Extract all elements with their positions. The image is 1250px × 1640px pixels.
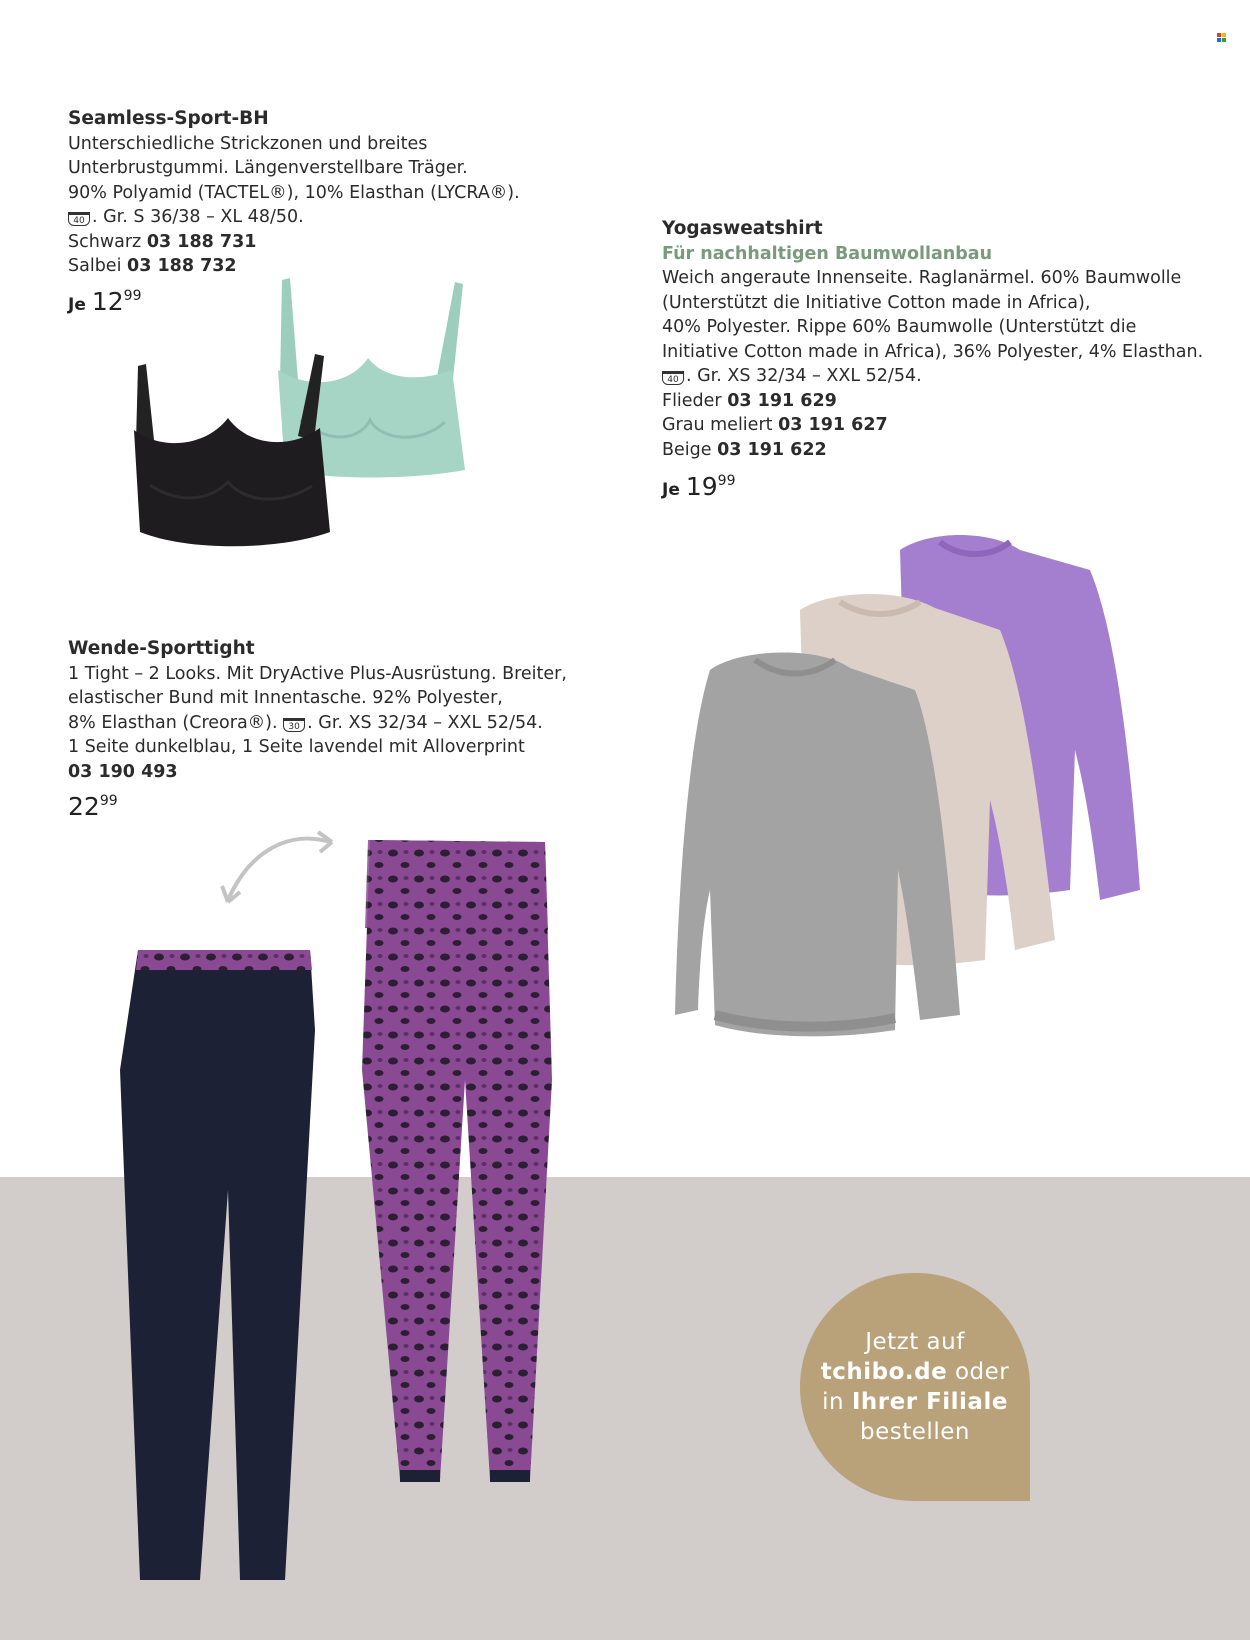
bra-desc-line: 90% Polyamid (TACTEL®), 10% Elasthan (LYCRA®).	[68, 182, 520, 203]
variant-code: 03 190 493	[68, 761, 178, 782]
badge-store: Ihrer Filiale	[851, 1389, 1008, 1415]
variant-code: 03 191 627	[778, 415, 888, 435]
bra-description	[68, 107, 520, 279]
washing-tub-icon: 30	[283, 718, 305, 732]
badge-line	[800, 1357, 1030, 1387]
variant-code: 03 191 622	[717, 439, 827, 460]
variant-color: Schwarz	[68, 231, 142, 252]
price-cents: 99	[99, 793, 118, 809]
sweatshirt-variant	[662, 413, 1203, 438]
bra-sizes	[68, 205, 520, 230]
variant-code: 03 188 731	[146, 231, 257, 252]
sweatshirt-subtitle: Für nachhaltigen Baumwollanbau	[662, 243, 993, 264]
tights-desc-line: 1 Seite dunkelblau, 1 Seite lavendel mit Alloverprint	[68, 737, 525, 757]
tights-desc-line: elastischer Bund mit Innentasche. 92% Polyester,	[68, 688, 503, 708]
sweatshirt-sizes	[662, 364, 1203, 389]
tights-material: 8% Elasthan (Creora®).	[68, 712, 278, 733]
price-cents: 99	[717, 473, 736, 489]
sweatshirt-grey	[675, 652, 960, 1036]
variant-color: Beige	[662, 439, 712, 460]
tights-desc-line	[68, 711, 567, 736]
variant-code: 03 188 732	[127, 256, 237, 276]
price-main: 22	[68, 792, 100, 821]
washing-tub-icon: 40	[68, 212, 90, 226]
price-cents: 99	[123, 288, 142, 304]
variant-color: Salbei	[68, 256, 122, 276]
tights-leopard	[362, 840, 552, 1482]
sweatshirt-desc-line: Initiative Cotton made in Africa), 36% Polyester, 4% Elasthan.	[662, 341, 1204, 362]
bra-desc-line: Unterbrustgummi. Längenverstellbare Träger.	[68, 158, 468, 178]
price-prefix: Je	[662, 480, 680, 500]
badge-line: Jetzt auf	[865, 1329, 965, 1355]
badge-text: oder	[947, 1359, 1010, 1385]
brand-logo-icon	[1217, 33, 1226, 42]
tights-desc-line: 1 Tight – 2 Looks. Mit DryActive Plus-Ausrüstung. Breiter,	[68, 663, 567, 684]
badge-line	[800, 1387, 1030, 1417]
tights-price	[68, 792, 118, 821]
price-prefix: Je	[68, 295, 86, 315]
tights-sizes-text: . Gr. XS 32/34 – XXL 52/54.	[307, 712, 543, 733]
bra-sizes-text: . Gr. S 36/38 – XL 48/50.	[92, 207, 304, 227]
sweatshirt-title: Yogasweatshirt	[662, 218, 823, 239]
variant-color: Grau meliert	[662, 415, 773, 435]
order-badge	[800, 1273, 1030, 1501]
badge-link: tchibo.de	[820, 1359, 948, 1385]
sweatshirt-desc-line: (Unterstützt die Initiative Cotton made in Africa),	[662, 292, 1091, 313]
badge-text: in	[822, 1389, 852, 1415]
washing-tub-icon: 40	[662, 371, 684, 385]
sweatshirt-variant	[662, 389, 1203, 414]
variant-code: 03 191 629	[727, 390, 837, 411]
price-main: 19	[685, 472, 718, 501]
sweatshirt-desc-line: 40% Polyester. Rippe 60% Baumwolle (Unterstützt die	[662, 317, 1137, 337]
sweatshirt-description	[662, 217, 1203, 462]
bra-desc-line: Unterschiedliche Strickzonen und breites	[68, 133, 428, 154]
bra-variant	[68, 230, 520, 255]
tights-title: Wende-Sporttight	[68, 638, 255, 659]
price-main: 12	[91, 287, 124, 316]
badge-line: bestellen	[860, 1419, 970, 1445]
tights-image	[100, 820, 580, 1590]
sweatshirt-sizes-text: . Gr. XS 32/34 – XXL 52/54.	[686, 366, 922, 386]
sweatshirt-variant	[662, 438, 1203, 463]
tights-description	[68, 637, 567, 784]
sweatshirt-image	[670, 510, 1180, 1070]
sweatshirt-price	[662, 472, 736, 501]
variant-color: Flieder	[662, 390, 722, 411]
bra-title: Seamless-Sport-BH	[68, 108, 269, 129]
tights-code	[68, 760, 567, 785]
bra-image	[130, 270, 490, 570]
swap-arrow-icon	[228, 839, 330, 900]
sweatshirt-desc-line: Weich angeraute Innenseite. Raglanärmel. 60% Baumwolle	[662, 268, 1182, 288]
tights-navy	[120, 950, 315, 1580]
